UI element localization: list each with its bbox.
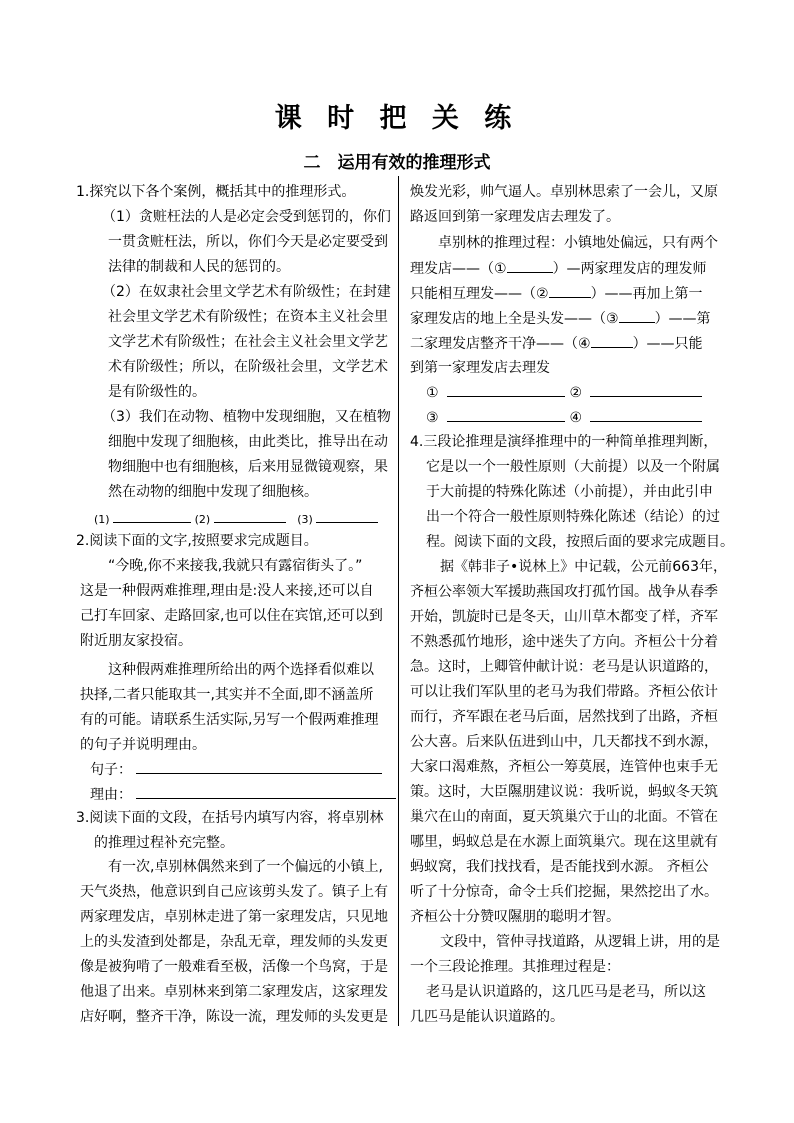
section-subtitle: 二 运用有效的推理形式 (303, 153, 491, 173)
text-line: 大家口渴难熬，齐桓公一筹莫展，连管仲也束手无 (410, 759, 718, 775)
answer-blank-3[interactable] (316, 508, 378, 523)
text-line: 天气炎热，他意识到自己应该剪头发了。镇子上有 (80, 884, 388, 900)
q3-answer-blank-3[interactable] (447, 407, 565, 422)
text-line: 开始，凯旋时已是冬天，山川草木都变了样，齐军 (410, 609, 718, 625)
text-line: （1）贪赃枉法的人是必定会受到惩罚的，你们 (102, 209, 391, 225)
text-line: 焕发光彩，帅气逼人。卓别林思索了一会儿，又原 (410, 184, 718, 200)
question-4-prompt: 4.三段论推理是演绎推理中的一种简单推理判断， (410, 434, 718, 450)
text-line: 附近朋友家投宿。 (80, 633, 192, 649)
text-line: 到第一家理发店去理发 (410, 360, 550, 376)
text-line: 的推理过程补充完整。 (94, 835, 234, 851)
q2-sentence-row (90, 759, 382, 780)
text-line: 公大喜。后来队伍进到山中，几天都找不到水源， (410, 734, 718, 750)
text-line: 卓别林的推理过程：小镇地处偏远，只有两个 (438, 235, 718, 251)
text-line: “今晚,你不来接我,我就只有露宿街头了。” (108, 558, 363, 574)
text-line: 上的头发渣到处都是，杂乱无章，理发师的头发更 (80, 934, 388, 950)
answer-label: (2) (194, 513, 211, 526)
text-line: 齐桓公十分赞叹隰朋的聪明才智。 (410, 909, 620, 925)
q3-answer-blank-2[interactable] (590, 382, 702, 397)
q2-reason-row (90, 784, 396, 805)
text-line: 店好啊，整齐干净，陈设一流，理发师的头发更是 (80, 1009, 388, 1025)
text-line: 一贯贪赃枉法，所以，你们今天是必定要受到 (108, 234, 388, 250)
question-2-prompt: 2.阅读下面的文字,按照要求完成题目。 (76, 533, 318, 549)
page-title: 课 时 把 关 练 (274, 103, 520, 134)
text-line: 的句子并说明理由。 (80, 737, 206, 753)
text-line: 然在动物的细胞中发现了细胞核。 (108, 484, 318, 500)
text-line: 抉择,二者只能取其一,其实并不全面,即不涵盖所 (80, 687, 374, 703)
text-line: 是有阶级性的。 (108, 384, 206, 400)
text-line: 细胞中发现了细胞核，由此类比，推导出在动 (108, 434, 388, 450)
text-line: 路返回到第一家理发店去理发了。 (410, 209, 620, 225)
reason-label: 理由： (90, 787, 132, 803)
text-line: 出一个符合一般性原则特殊化陈述（结论）的过 (426, 509, 720, 525)
sentence-label: 句子： (90, 762, 132, 778)
text-line: 策。这时，大臣隰朋建议说：我听说，蚂蚁冬天筑 (410, 784, 718, 800)
text-line: 有一次,卓别林偶然来到了一个偏远的小镇上, (108, 859, 383, 875)
text-line: 程。阅读下面的文段，按照后面的要求完成题目。 (426, 534, 734, 550)
text-line: 文学艺术有阶级性；在社会主义社会里文学艺 (108, 334, 388, 350)
text-line: 社会里文学艺术有阶级性；在资本主义社会里 (108, 309, 388, 325)
text-line: 像是被狗啃了一般难看至极，活像一个鸟窝，于是 (80, 959, 388, 975)
answer-blank-1[interactable] (113, 508, 191, 523)
text-line: 齐桓公率领大军援助燕国攻打孤竹国。战争从春季 (410, 584, 718, 600)
reason-blank[interactable] (136, 784, 396, 799)
reasoning-blank-4[interactable] (591, 333, 633, 348)
reasoning-line-2: 只能相互理发——（② ）——再加上第一 (410, 283, 703, 304)
q3-answer-blank-4[interactable] (590, 407, 702, 422)
text-line: 几匹马是能认识道路的。 (410, 1009, 564, 1025)
answer-blank-2[interactable] (214, 508, 286, 523)
text-line: 两家理发店，卓别林走进了第一家理发店，只见地 (80, 909, 388, 925)
question-3-prompt: 3.阅读下面的文段，在括号内填写内容，将卓别林 (76, 810, 384, 826)
text-line: 哪里，蚂蚁总是在水源上面筑巢穴。现在这里就有 (410, 834, 718, 850)
q3-answer-row-1: ① ② (426, 382, 702, 403)
text-line: 据《韩非子•说林上》中记载，公元前663年， (440, 559, 727, 575)
reasoning-blank-3[interactable] (619, 308, 655, 323)
q1-answer-blanks (94, 508, 378, 530)
text-line: 急。这时，上卿管仲献计说：老马是认识道路的， (410, 659, 718, 675)
q3-answer-row-2: ③ ④ (426, 407, 702, 428)
reasoning-blank-1[interactable] (507, 258, 553, 273)
text-line: 术有阶级性；所以，在阶级社会里，文学艺术 (108, 359, 388, 375)
answer-label: (3) (297, 513, 313, 526)
text-line: 有的可能。请联系生活实际,另写一个假两难推理 (80, 712, 379, 728)
text-line: 物细胞中也有细胞核，后来用显微镜观察，果 (108, 459, 388, 475)
text-line: 它是以一个一般性原则（大前提）以及一个附属 (426, 459, 720, 475)
q3-answer-blank-1[interactable] (447, 382, 565, 397)
text-line: 不熟悉孤竹地形，途中迷失了方向。齐桓公十分着 (410, 634, 718, 650)
text-line: 听了十分惊奇，命令士兵们挖掘，果然挖出了水。 (410, 884, 718, 900)
text-line: 己打车回家、走路回家,也可以住在宾馆,还可以到 (80, 608, 383, 624)
text-line: 文段中，管仲寻找道路，从逻辑上讲，用的是 (440, 934, 720, 950)
text-line: 蚂蚁窝，我们找找看，是否能找到水源。 齐桓公 (410, 859, 709, 875)
text-line: 于大前提的特殊化陈述（小前提），并由此引申 (426, 484, 713, 500)
text-line: （3）我们在动物、植物中发现细胞，又在植物 (102, 409, 391, 425)
text-line: 可以让我们军队里的老马为我们带路。齐桓公依计 (410, 684, 718, 700)
answer-label: (1) (94, 513, 110, 526)
text-line: 巢穴在山的南面，夏天筑巢穴于山的北面。不管在 (410, 809, 718, 825)
text-line: 而行，齐军跟在老马后面，居然找到了出路，齐桓 (410, 709, 718, 725)
reasoning-line-4: 二家理发店整齐干净——（④ ）——只能 (410, 333, 703, 354)
text-line: 这是一种假两难推理,理由是:没人来接,还可以自 (80, 583, 374, 599)
reasoning-line-3: 家理发店的地上全是头发——（③ ）——第 (410, 308, 711, 329)
reasoning-blank-2[interactable] (549, 283, 591, 298)
text-line: 他退了出来。卓别林来到第二家理发店，这家理发 (80, 984, 388, 1000)
reasoning-line-1: 理发店——（① ）—两家理发店的理发师 (410, 258, 707, 279)
text-line: 这种假两难推理所给出的两个选择看似难以 (108, 662, 374, 678)
text-line: 一个三段论推理。其推理过程是： (410, 959, 620, 975)
question-1-prompt: 1.探究以下各个案例，概括其中的推理形式。 (76, 184, 356, 200)
text-line: 法律的制裁和人民的惩罚的。 (108, 259, 290, 275)
text-line: 老马是认识道路的，这几匹马是老马，所以这 (426, 984, 706, 1000)
column-divider (398, 176, 399, 1026)
sentence-blank[interactable] (136, 759, 382, 774)
text-line: （2）在奴隶社会里文学艺术有阶级性；在封建 (102, 284, 391, 300)
